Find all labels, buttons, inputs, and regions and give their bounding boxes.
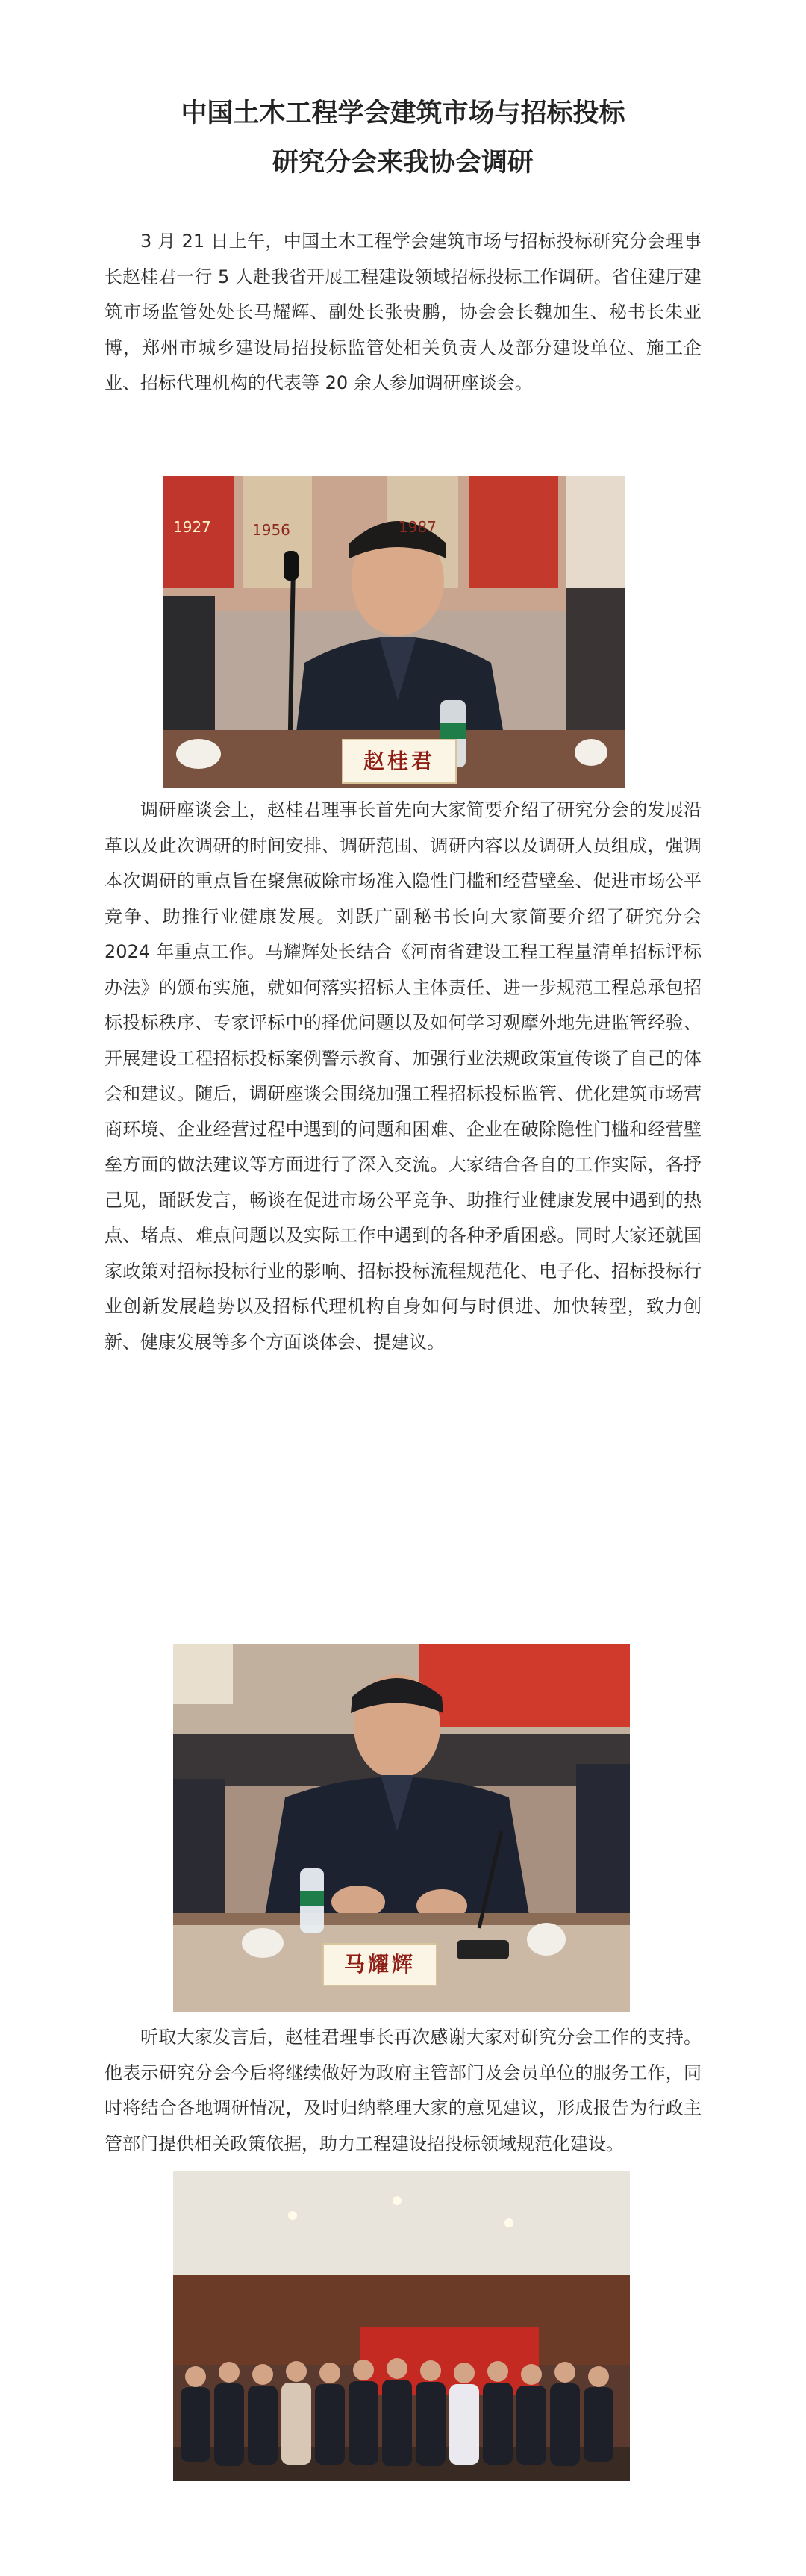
paragraph-discussion: 调研座谈会上，赵桂君理事长首先向大家简要介绍了研究分会的发展沿革以及此次调研的时间安排、调研范围、调研内容以及调研人员组成，强调本次调研的重点旨在聚焦破除市场准入隐性门槛和经营壁垒、促进市场公平竞争、助推行业健康发展。刘跃广副秘书长向大家简要介绍了研究分会 2024 年重点工作。马耀辉处长结合《河南省建设工程工程量清单招标评标办法》的颁布实施，就如何落实招标人主体责任、进一步规范工程总承包招标投标秩序、专家评标中的择优问题以及如何学习观摩外地先进监管经验、开展建设工程招标投标案例警示教育、加强行业法规政策宣传谈了自己的体会和建议。随后，调研座谈会围绕加强工程招标投标监管、优化建筑市场营商环境、企业经营过程中遇到的问题和困难、企业在破除隐性门槛和经营壁垒方面的做法建议等方面进行了深入交流。大家结合各自的工作实际，各抒己见，踊跃发言，畅谈在促进市场公平竞争、助推行业健康发展中遇到的热点、堵点、难点问题以及实际工作中遇到的各种矛盾困惑。同时大家还就国家政策对招标投标行业的影响、招标投标流程规范化、电子化、招标投标行业创新发展趋势以及招标代理机构自身如何与时俱进、加快转型，致力创新、健康发展等多个方面谈体会、提建议。 (104, 799, 702, 1353)
paragraph-closing: 听取大家发言后，赵桂君理事长再次感谢大家对研究分会工作的支持。他表示研究分会今后将继续做好为政府主管部门及会员单位的服务工作，同时将结合各地调研情况，及时归纳整理大家的意见建议，形成报告为行政主管部门提供相关政策依据，助力工程建设招投标领域规范化建设。 (104, 2027, 702, 2154)
photo-official-ma (173, 1644, 630, 2012)
nameplate-ma: 马耀辉 (322, 1943, 437, 1986)
wall-year-3: 1987 (399, 518, 437, 536)
photo-scene-3 (173, 2171, 630, 2481)
paragraph-intro: 3 月 21 日上午，中国土木工程学会建筑市场与招标投标研究分会理事长赵桂君一行 5 人赴我省开展工程建设领域招标投标工作调研。省住建厅建筑市场监管处处长马耀辉、副处长张贵鹏，协会会长魏加生、秘书长朱亚博，郑州市城乡建设局招投标监管处相关负责人及部分建设单位、施工企业、招标代理机构的代表等 20 余人参加调研座谈会。 (104, 231, 702, 393)
article-title-line-2: 研究分会来我协会调研 (272, 148, 534, 178)
photo-speaker-zhao (163, 476, 625, 788)
photo-group (173, 2171, 630, 2481)
wall-year-1: 1927 (173, 518, 211, 536)
article-title-line-1: 中国土木工程学会建筑市场与招标投标 (181, 99, 625, 128)
wall-year-2: 1956 (252, 521, 290, 539)
nameplate-zhao: 赵桂君 (342, 739, 457, 784)
